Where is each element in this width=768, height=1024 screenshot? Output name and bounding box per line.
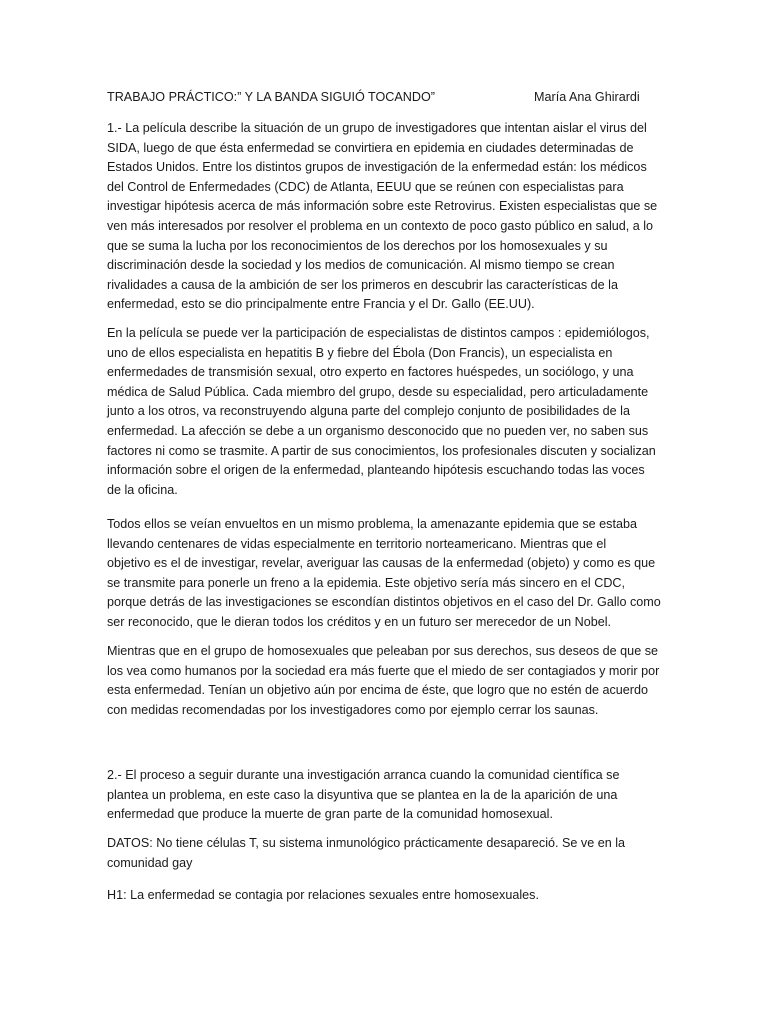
paragraph-line: H1: La enfermedad se contagia por relaciones sexuales entre homosexuales. [107,888,539,902]
paragraph-line: factores ni como se trasmite. A partir de sus conocimientos, los profesionales discuten y socializan [107,443,656,458]
paragraph-line: ser reconocido, que le dieran todos los créditos y en un futuro ser merecedor de un Nobel. [107,614,612,629]
paragraph-line: junto a los otros, va reconstruyendo alguna parte del complejo conjunto de posibilidades de la [107,404,630,419]
paragraph-line: que se suma la lucha por los reconocimientos de los derechos por los homosexuales y su [107,238,608,253]
paragraph-line: discriminación desde la sociedad y los medios de comunicación. Al mismo tiempo se crean [107,258,615,273]
document-header [107,88,647,108]
paragraph-line: investigar hipótesis acerca de más información sobre este Retrovirus. Existen especialistas que se [107,199,658,214]
paragraph-line: SIDA, luego de que ésta enfermedad se convirtiera en epidemia en ciudades determinadas de [107,140,634,155]
paragraph [107,834,662,873]
paragraph-line: comunidad gay [107,855,193,870]
paragraph [107,766,662,825]
paragraph-line: enfermedades de transmisión sexual, otro experto en factores huéspedes, un sociólogo, y una [107,365,634,380]
paragraph-line: de la oficina. [107,482,178,497]
author-name: María Ana Ghirardi [534,90,640,104]
paragraph-line: 2.- El proceso a seguir durante una investigación arranca cuando la comunidad científica se [107,768,620,782]
paragraph-line: esta enfermedad. Tenían un objetivo aún por encima de éste, que logro que no estén de acuerdo [107,683,648,698]
paragraph-line: porque detrás de las investigaciones se escondían distintos objetivos en el caso del Dr. Gallo como [107,595,661,610]
paragraph-line: llevando centenares de vidas especialmente en territorio norteamericano. Mientras que el [107,536,607,551]
paragraph-line: 1.- La película describe la situación de un grupo de investigadores que intentan aislar el virus del [107,121,647,135]
paragraph-line: información sobre el origen de la enfermedad, planteando hipótesis escuchando todas las voces [107,463,645,478]
paragraph-line: enfermedad que produce la muerte de gran parte de la comunidad homosexual. [107,807,553,822]
paragraph-line: del Control de Enfermedades (CDC) de Atlanta, EEUU que se reúnen con especialistas para [107,179,624,194]
paragraph-line: plantea un problema, en este caso la disyuntiva que se plantea en la de la aparición de una [107,787,618,802]
paragraph-line: Estados Unidos. Entre los distintos grupos de investigación de la enfermedad están: los médicos [107,160,647,175]
paragraph-line: DATOS: No tiene células T, su sistema inmunológico prácticamente desapareció. Se ve en la [107,836,626,850]
paragraph-line: rivalidades a causa de la ambición de ser los primeros en descubrir las características de la [107,277,618,292]
paragraph-line: ven más interesados por resolver el problema en un contexto de poco gasto público en salud, a lo [107,218,654,233]
paragraph-line: Todos ellos se veían envueltos en un mismo problema, la amenazante epidemia que se estaba [107,517,637,531]
paragraph-line: En la película se puede ver la participación de especialistas de distintos campos : epidemiólogos, [107,326,650,340]
paragraph-line: uno de ellos especialista en hepatitis B y fiebre del Ébola (Don Francis), un especialista en [107,345,613,360]
paragraph-line: con medidas recomendadas por los investigadores como por ejemplo cerrar los saunas. [107,702,599,717]
paragraph-line: se transmite para ponerle un freno a la epidemia. Este objetivo sería más sincero en el CDC, [107,575,626,590]
paragraph-line: los vea como humanos por la sociedad era más fuerte que el miedo de ser contagiados y morir por [107,663,660,678]
paragraph-line: médica de Salud Pública. Cada miembro del grupo, desde su especialidad, pero articuladamente [107,384,649,399]
paragraph-line: enfermedad. La afección se debe a un organismo desconocido que no pueden ver, no saben sus [107,423,649,438]
paragraph [107,515,662,633]
paragraph [107,324,662,500]
document-title: TRABAJO PRÁCTICO:” Y LA BANDA SIGUIÓ TOCANDO” [107,90,435,104]
paragraph-line: Mientras que en el grupo de homosexuales que peleaban por sus derechos, sus deseos de que se [107,644,658,658]
paragraph [107,119,662,315]
paragraph [107,642,662,720]
paragraph-line: enfermedad, esto se dio principalmente entre Francia y el Dr. Gallo (EE.UU). [107,297,535,312]
paragraph-line: objetivo es el de investigar, revelar, averiguar las causas de la enfermedad (objeto) y como es que [107,556,656,571]
paragraph [107,886,662,906]
